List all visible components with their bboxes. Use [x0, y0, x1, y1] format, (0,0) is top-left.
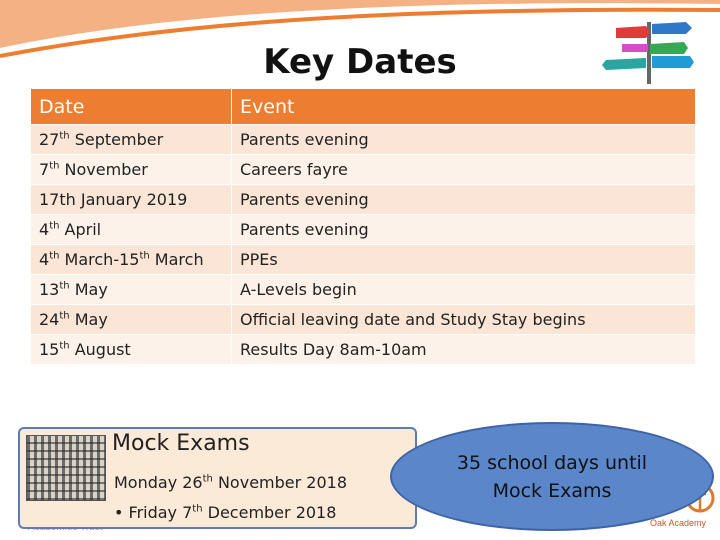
exam-hall-photo — [26, 435, 106, 501]
event-cell: PPEs — [232, 245, 696, 275]
event-cell: Parents evening — [232, 185, 696, 215]
date-cell: 27th September — [31, 125, 232, 155]
academy-name: Oak Academy — [650, 518, 707, 528]
table-row — [31, 305, 696, 335]
date-cell: 7th November — [31, 155, 232, 185]
event-cell: Careers fayre — [232, 155, 696, 185]
countdown-line-1: 35 school days until — [456, 451, 648, 474]
slide-title: Key Dates — [263, 42, 457, 82]
event-cell: Parents evening — [232, 215, 696, 245]
date-cell: 4th March-15th March — [31, 245, 232, 275]
date-cell: 4th April — [31, 215, 232, 245]
mock-exams-end: • Friday 7th December 2018 — [114, 503, 337, 522]
table-row — [31, 245, 696, 275]
event-cell: Parents evening — [232, 125, 696, 155]
column-header-date: Date — [31, 89, 232, 125]
date-cell: 24th May — [31, 305, 232, 335]
table-row — [31, 185, 696, 215]
event-cell: Results Day 8am-10am — [232, 335, 696, 365]
date-cell: 13th May — [31, 275, 232, 305]
table-row — [31, 125, 696, 155]
table-row — [31, 275, 696, 305]
table-row — [31, 215, 696, 245]
countdown-bubble — [390, 422, 714, 531]
countdown-line-2: Mock Exams — [492, 479, 612, 502]
mock-exams-title: Mock Exams — [112, 431, 250, 456]
event-cell: Official leaving date and Study Stay begins — [232, 305, 696, 335]
date-cell: 15th August — [31, 335, 232, 365]
column-header-event: Event — [232, 89, 696, 125]
future-signpost-icon — [600, 18, 700, 84]
table-header-row — [31, 89, 696, 125]
table-row — [31, 155, 696, 185]
mock-exams-start: Monday 26th November 2018 — [114, 473, 347, 492]
mock-exams-box — [18, 427, 417, 529]
key-dates-table — [30, 88, 696, 365]
date-cell: 17th January 2019 — [31, 185, 232, 215]
table-row — [31, 335, 696, 365]
event-cell: A-Levels begin — [232, 275, 696, 305]
